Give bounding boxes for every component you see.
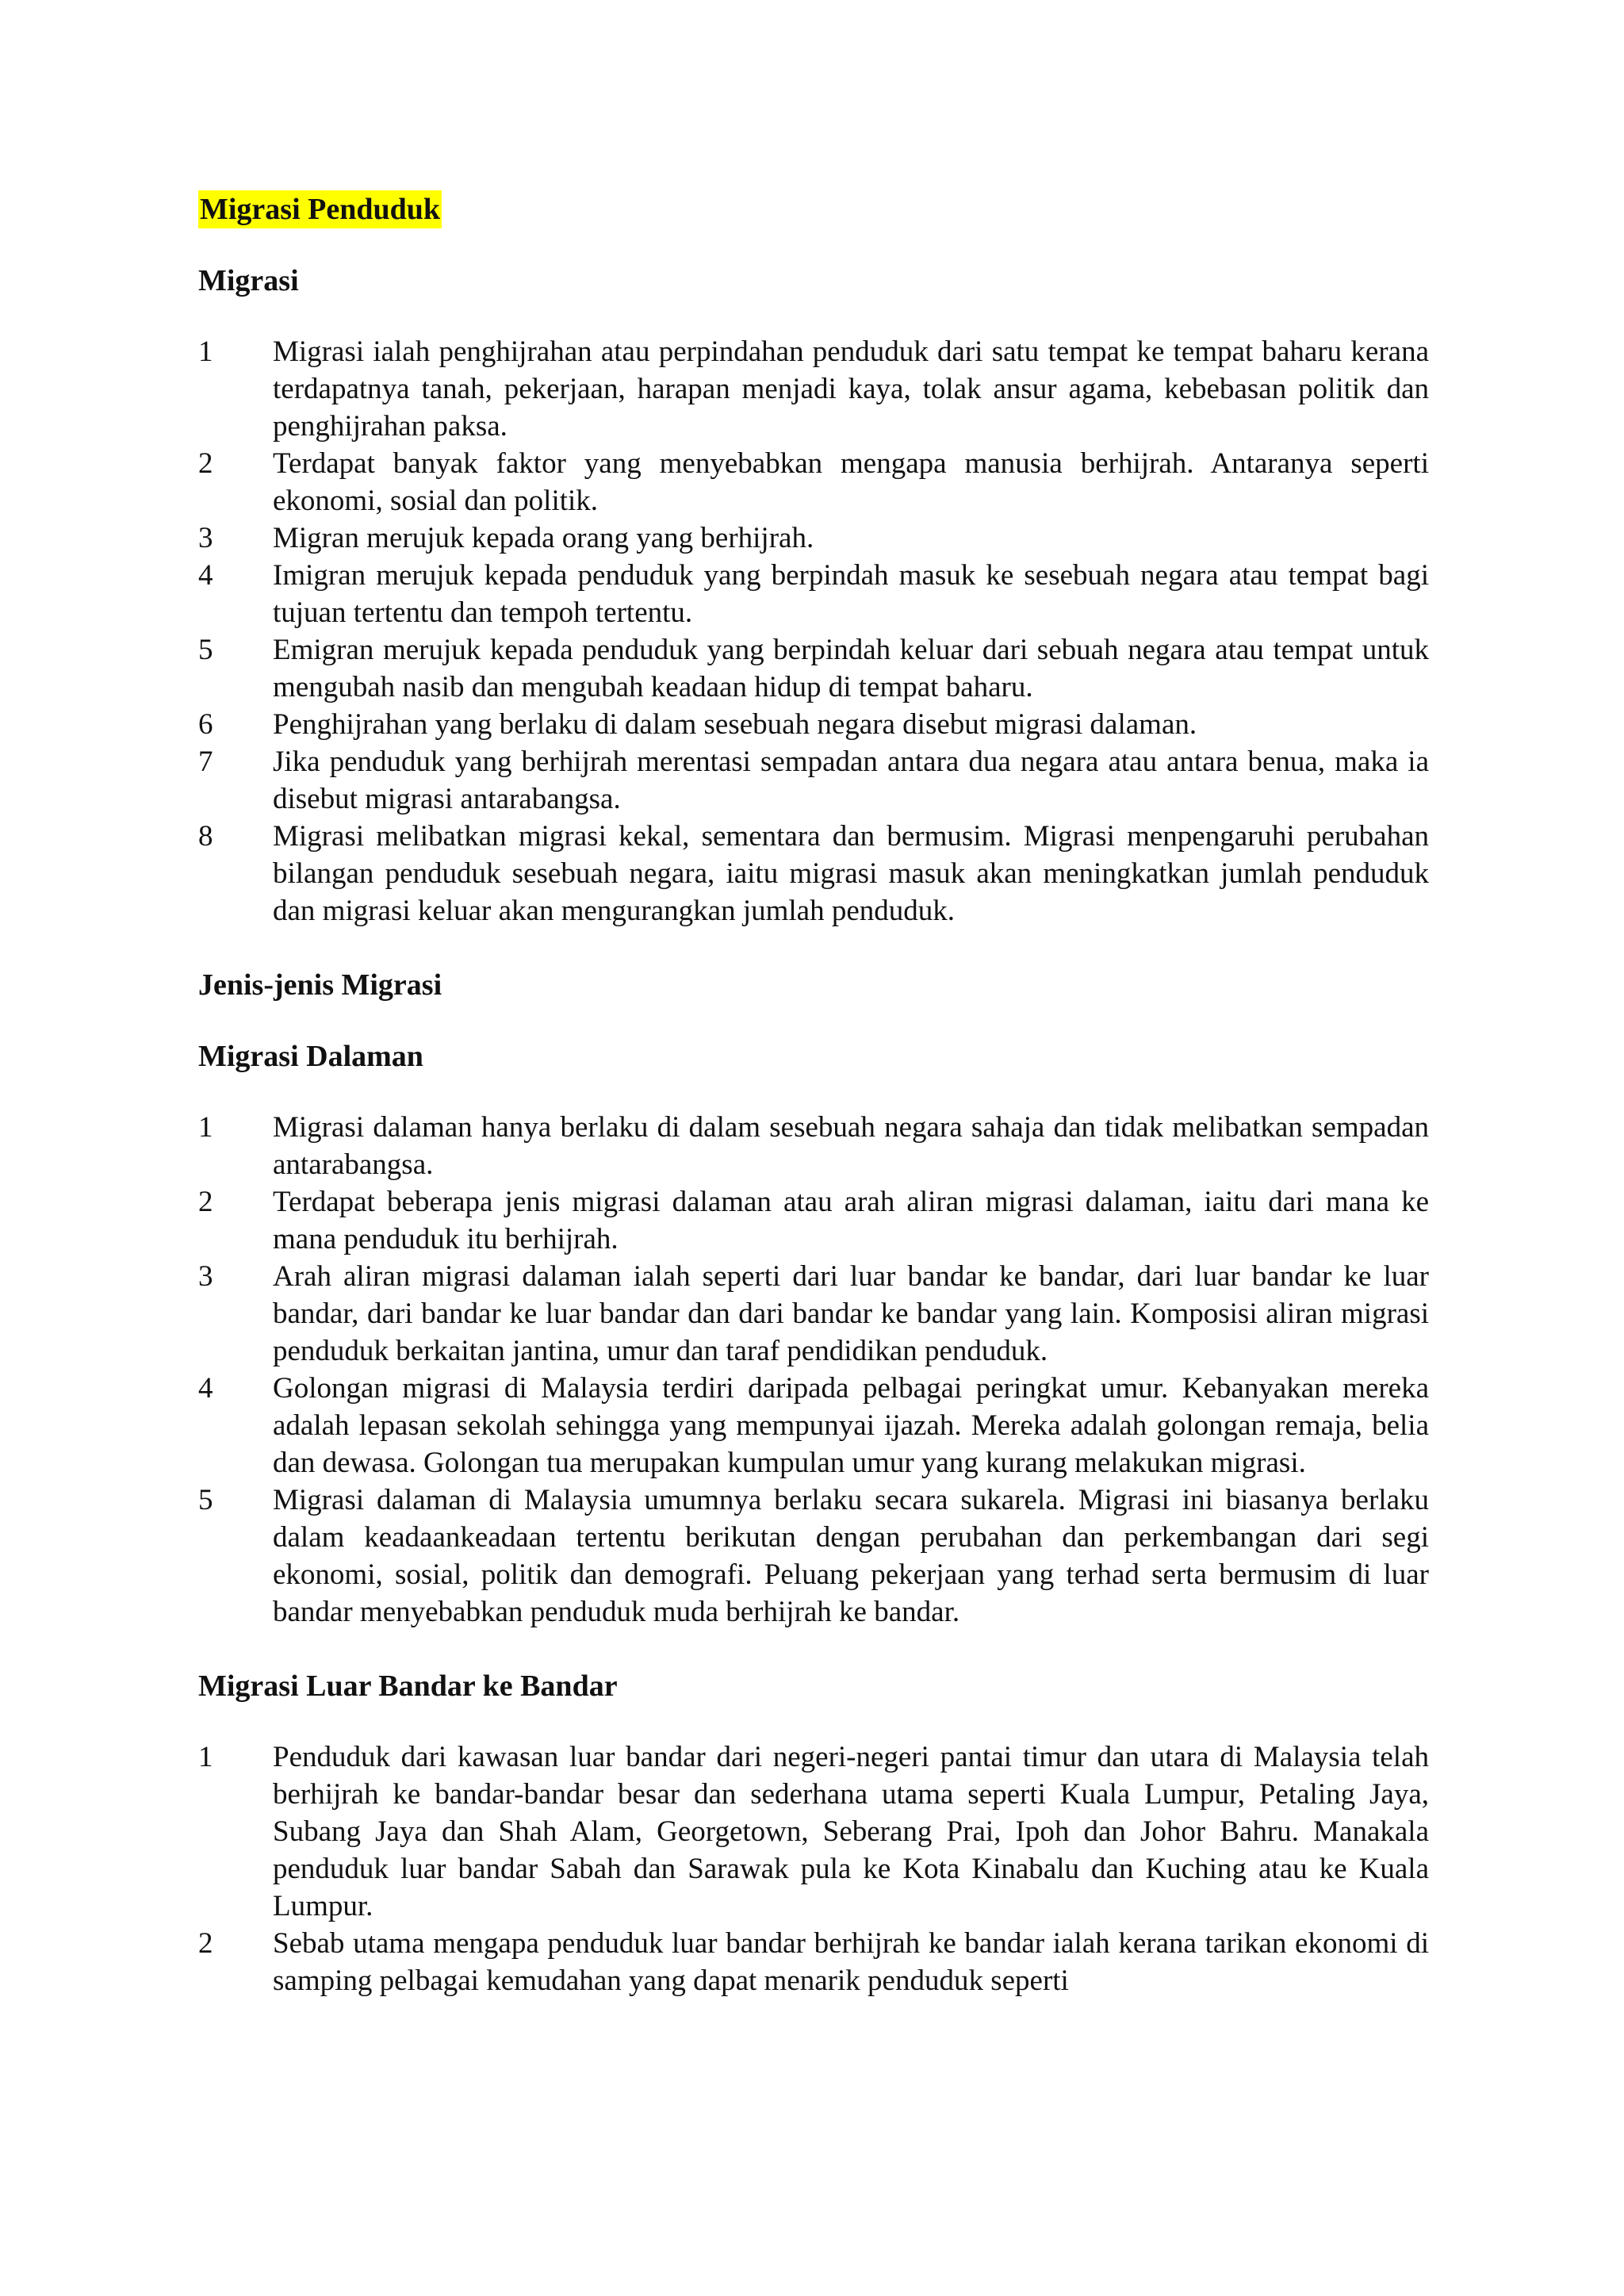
item-number: 1 [198, 335, 213, 368]
item-text: Arah aliran migrasi dalaman ialah seperti dari luar bandar ke bandar, dari luar bandar ke luar bandar, dari bandar ke luar bandar dan dari bandar ke bandar yang lain. Komposisi aliran migrasi penduduk berkaitan jantina, umur dan taraf pendidikan penduduk. [273, 1260, 1429, 1367]
item-number: 2 [198, 447, 213, 480]
item-text: Penduduk dari kawasan luar bandar dari negeri-negeri pantai timur dan utara di Malaysia telah berhijrah ke bandar-bandar besar dan sederhana utama seperti Kuala Lumpur, Petaling Jaya, Subang Jaya dan Shah Alam, Georgetown, Seberang Prai, Ipoh dan Johor Bahru. Manakala penduduk luar bandar Sabah dan Sarawak pula ke Kota Kinabalu dan Kuching atau ke Kuala Lumpur. [273, 1741, 1429, 1922]
spacer [198, 930, 1429, 966]
item-number: 2 [198, 1186, 213, 1218]
item-text: Migrasi dalaman di Malaysia umumnya berlaku secara sukarela. Migrasi ini biasanya berlaku dalam keadaankeadaan tertentu berikutan dengan perubahan dan perkembangan dari segi ekonomi, sosial, politik dan demografi. Peluang pekerjaan yang terhad serta bermusim di luar bandar menyebabkan penduduk muda berhijrah ke bandar. [273, 1484, 1429, 1628]
spacer [198, 1631, 1429, 1667]
item-text: Migrasi dalaman hanya berlaku di dalam sesebuah negara sahaja dan tidak melibatkan sempadan antarabangsa. [273, 1111, 1429, 1181]
item-text: Imigran merujuk kepada penduduk yang berpindah masuk ke sesebuah negara atau tempat bagi tujuan tertentu dan tempoh tertentu. [273, 559, 1429, 629]
item-text: Sebab utama mengapa penduduk luar bandar berhijrah ke bandar ialah kerana tarikan ekonomi di samping pelbagai kemudahan yang dapat menarik penduduk seperti [273, 1927, 1429, 1997]
list-item [198, 445, 1429, 519]
list-item [198, 333, 1429, 445]
item-number: 8 [198, 820, 213, 853]
item-number: 7 [198, 746, 213, 778]
list-item [198, 818, 1429, 930]
list-item [198, 1481, 1429, 1631]
list-item [198, 557, 1429, 631]
list-item [198, 1925, 1429, 1999]
list-item [198, 1109, 1429, 1183]
list-item [198, 1183, 1429, 1258]
item-text: Migrasi ialah penghijrahan atau perpindahan penduduk dari satu tempat ke tempat baharu kerana terdapatnya tanah, pekerjaan, harapan menjadi kaya, tolak ansur agama, kebebasan politik dan penghijrahan paksa. [273, 335, 1429, 443]
item-number: 4 [198, 559, 213, 592]
list-item [198, 1370, 1429, 1481]
item-text: Jika penduduk yang berhijrah merentasi sempadan antara dua negara atau antara benua, maka ia disebut migrasi antarabangsa. [273, 746, 1429, 815]
item-number: 6 [198, 708, 213, 741]
numbered-list [198, 1109, 1429, 1631]
document-title: Migrasi Penduduk [198, 190, 442, 228]
item-text: Penghijrahan yang berlaku di dalam sesebuah negara disebut migrasi dalaman. [273, 708, 1197, 741]
list-item [198, 631, 1429, 706]
item-text: Terdapat beberapa jenis migrasi dalaman atau arah aliran migrasi dalaman, iaitu dari mana ke mana penduduk itu berhijrah. [273, 1186, 1429, 1255]
item-text: Terdapat banyak faktor yang menyebabkan mengapa manusia berhijrah. Antaranya seperti ekonomi, sosial dan politik. [273, 447, 1429, 517]
item-text: Emigran merujuk kepada penduduk yang berpindah keluar dari sebuah negara atau tempat untuk mengubah nasib dan mengubah keadaan hidup di tempat baharu. [273, 634, 1429, 703]
item-number: 3 [198, 1260, 213, 1293]
item-number: 4 [198, 1372, 213, 1405]
list-item [198, 1258, 1429, 1370]
list-item [198, 519, 1429, 557]
item-number: 3 [198, 522, 213, 554]
section-heading: Jenis-jenis Migrasi [198, 968, 442, 1002]
section-heading: Migrasi Luar Bandar ke Bandar [198, 1669, 618, 1703]
document-page [198, 190, 1429, 1999]
list-item [198, 706, 1429, 743]
item-number: 2 [198, 1927, 213, 1960]
section-heading: Migrasi Dalaman [198, 1040, 423, 1073]
item-number: 5 [198, 1484, 213, 1516]
numbered-list [198, 333, 1429, 930]
numbered-list [198, 1738, 1429, 1999]
item-text: Golongan migrasi di Malaysia terdiri daripada pelbagai peringkat umur. Kebanyakan mereka adalah lepasan sekolah sehingga yang mempunyai ijazah. Mereka adalah golongan remaja, belia dan dewasa. Golongan tua merupakan kumpulan umur yang kurang melakukan migrasi. [273, 1372, 1429, 1479]
section-heading: Migrasi [198, 264, 299, 297]
item-text: Migran merujuk kepada orang yang berhijrah. [273, 522, 814, 554]
list-item [198, 743, 1429, 818]
item-number: 5 [198, 634, 213, 666]
item-number: 1 [198, 1111, 213, 1144]
item-text: Migrasi melibatkan migrasi kekal, sementara dan bermusim. Migrasi menpengaruhi perubahan bilangan penduduk sesebuah negara, iaitu migrasi masuk akan meningkatkan jumlah penduduk dan migrasi keluar akan mengurangkan jumlah penduduk. [273, 820, 1429, 927]
list-item [198, 1738, 1429, 1925]
item-number: 1 [198, 1741, 213, 1773]
